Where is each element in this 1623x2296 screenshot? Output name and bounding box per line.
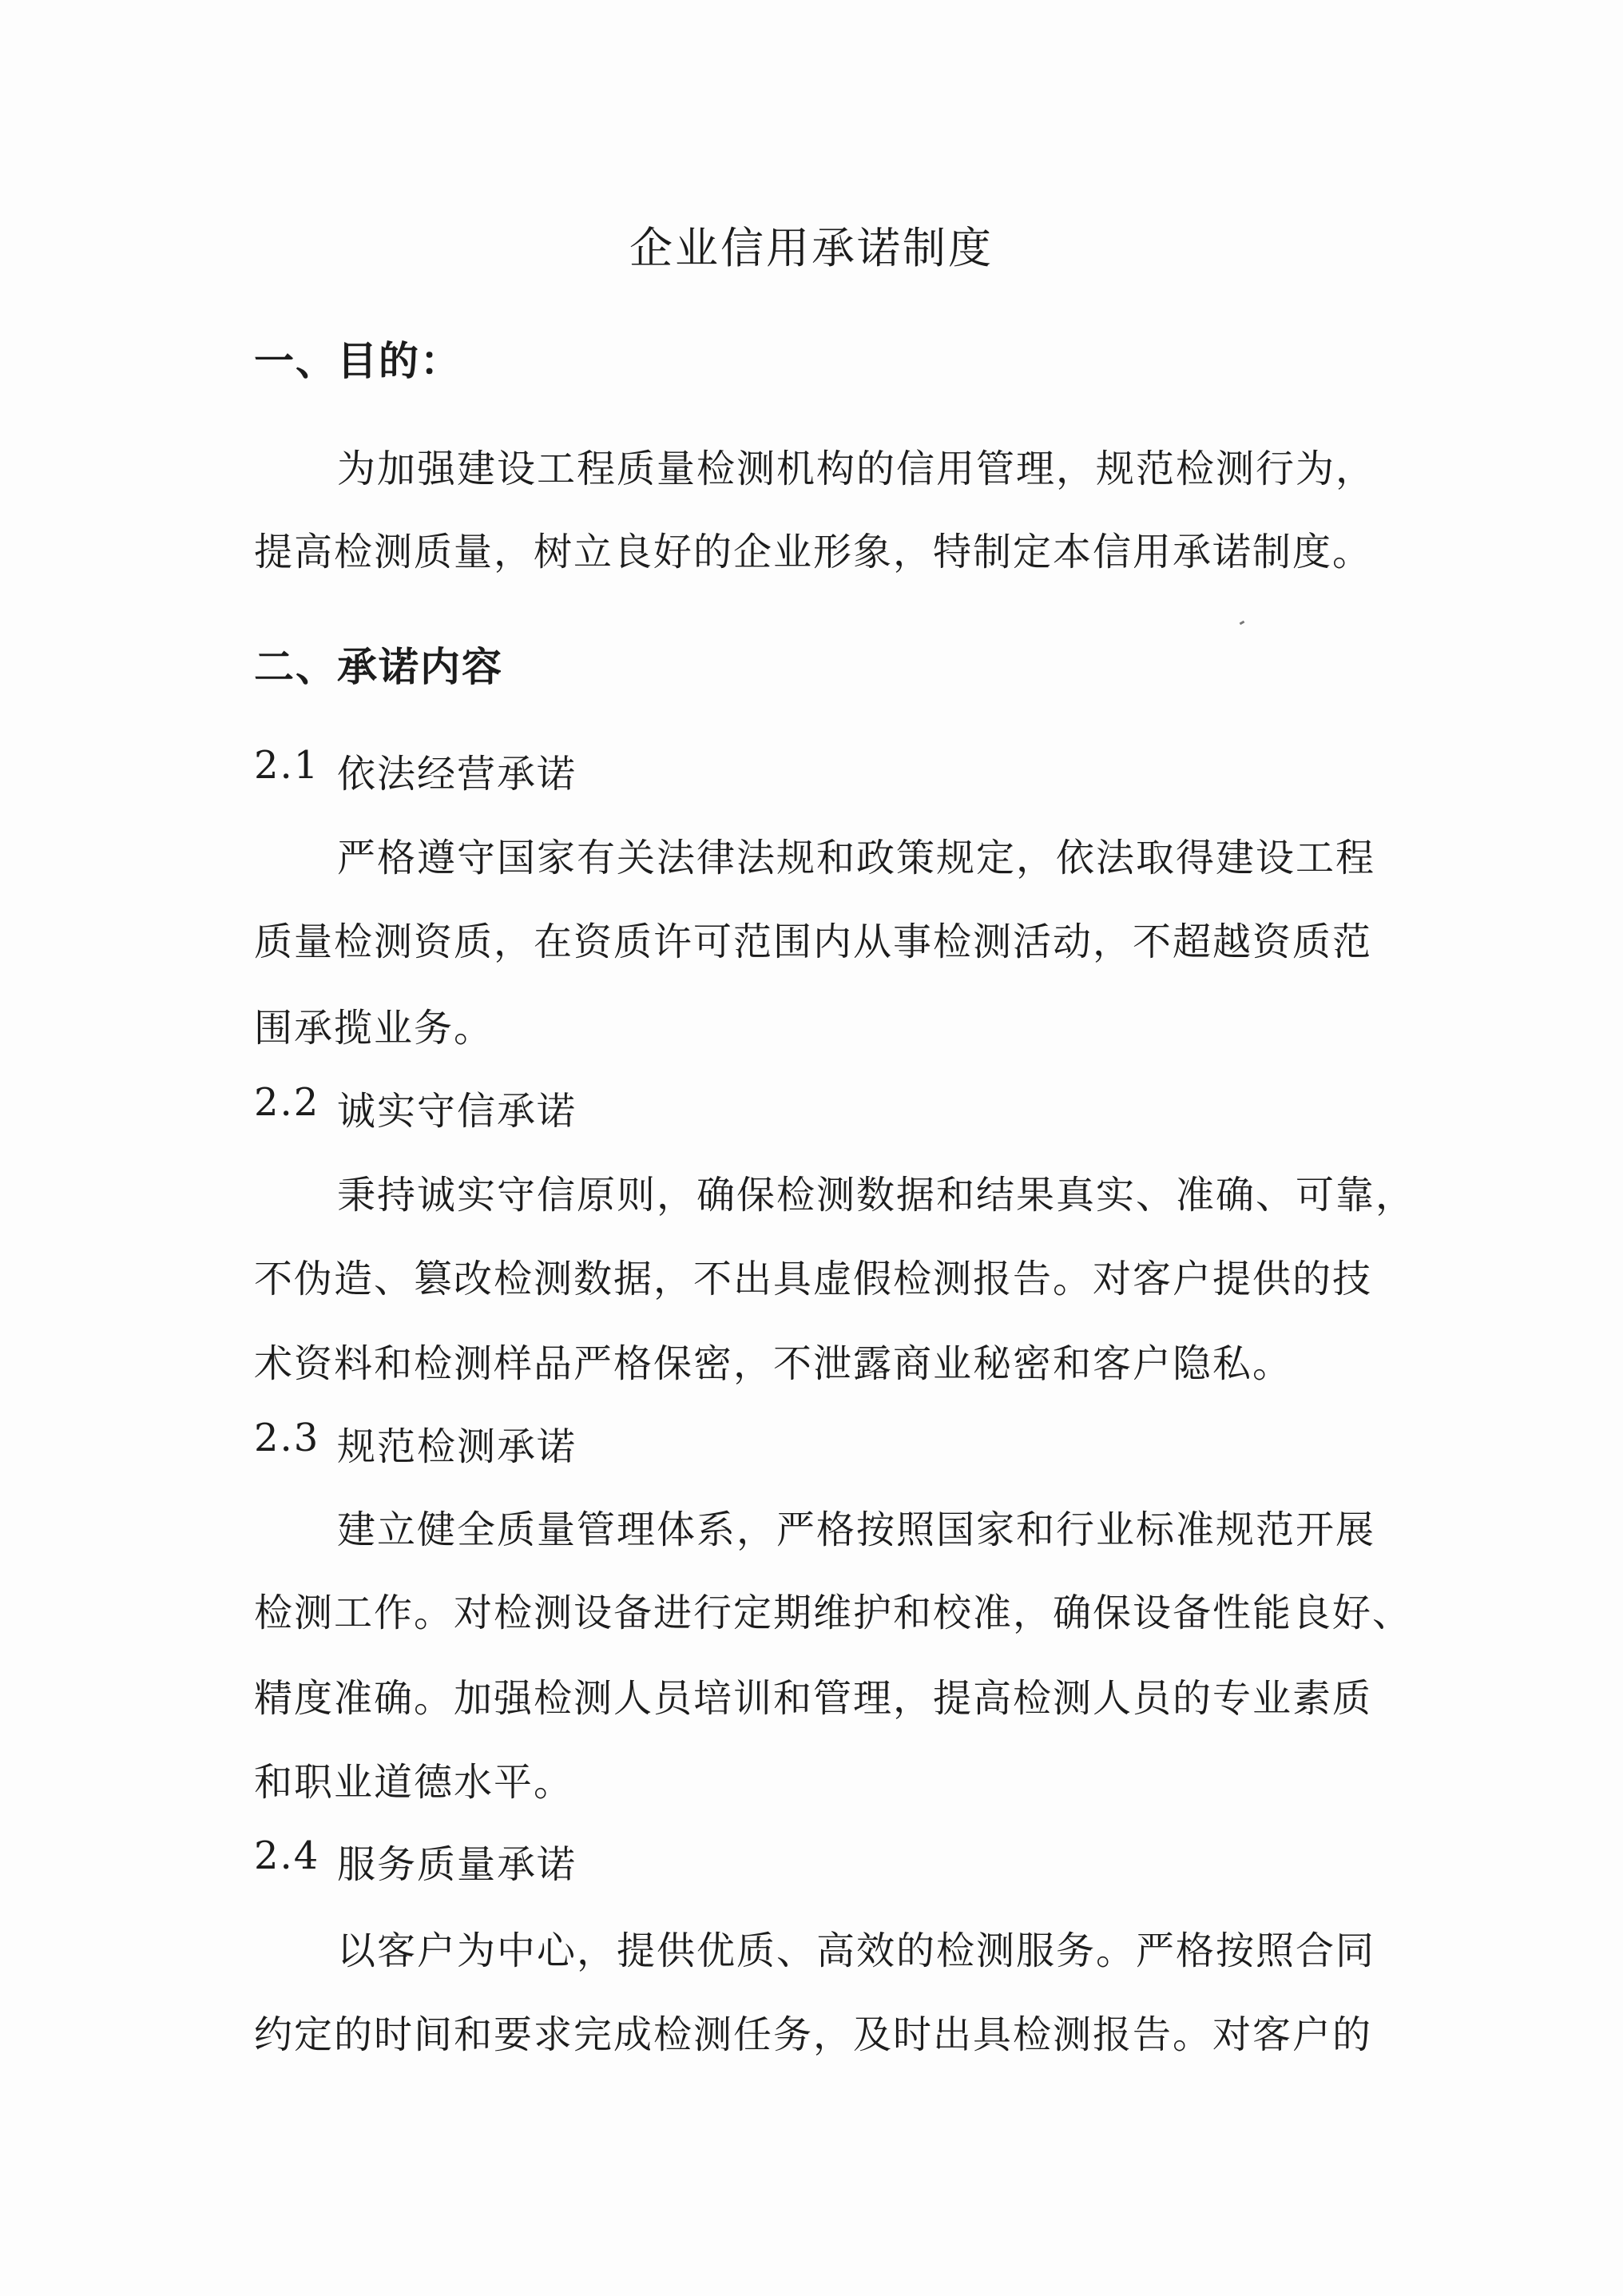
paragraph-line: 以客户为中心，提供优质、高效的检测服务。严格按照合同 — [337, 1929, 1376, 1973]
paragraph-line: 不伪造、篡改检测数据，不出具虚假检测报告。对客户提供的技 — [254, 1257, 1373, 1301]
paragraph-line: 约定的时间和要求完成检测任务，及时出具检测报告。对客户的 — [254, 2012, 1373, 2057]
paragraph-line: 精度准确。加强检测人员培训和管理，提高检测人员的专业素质 — [254, 1676, 1373, 1721]
paragraph-line: 围承揽业务。 — [254, 1006, 494, 1051]
subsection-title: 依法经营承诺 — [337, 752, 577, 796]
paragraph-line: 术资料和检测样品严格保密，不泄露商业秘密和客户隐私。 — [254, 1341, 1293, 1386]
subsection-number: 2.2 — [254, 1080, 320, 1125]
page-title: 企业信用承诺制度 — [629, 223, 994, 273]
paragraph-line: 提高检测质量，树立良好的企业形象，特制定本信用承诺制度。 — [254, 530, 1373, 574]
subsection-title: 服务质量承诺 — [337, 1842, 577, 1887]
scan-speck — [1240, 621, 1245, 626]
paragraph-line: 严格遵守国家有关法律法规和政策规定，依法取得建设工程 — [337, 836, 1376, 880]
subsection-number: 2.1 — [254, 743, 320, 788]
paragraph-line: 质量检测资质，在资质许可范围内从事检测活动，不超越资质范 — [254, 920, 1373, 964]
subsection-title: 诚实守信承诺 — [337, 1089, 577, 1134]
paragraph-line: 为加强建设工程质量检测机构的信用管理，规范检测行为， — [337, 447, 1376, 491]
paragraph-line: 和职业道德水平。 — [254, 1760, 574, 1805]
subsection-number: 2.4 — [254, 1833, 320, 1878]
paragraph-line: 建立健全质量管理体系，严格按照国家和行业标准规范开展 — [337, 1507, 1376, 1552]
section-heading-purpose: 一、目的： — [254, 338, 462, 384]
subsection-number: 2.3 — [254, 1416, 320, 1460]
paragraph-line: 检测工作。对检测设备进行定期维护和校准，确保设备性能良好、 — [254, 1591, 1413, 1635]
subsection-title: 规范检测承诺 — [337, 1424, 577, 1469]
paragraph-line: 秉持诚实守信原则，确保检测数据和结果真实、准确、可靠， — [337, 1173, 1416, 1218]
section-heading-commitments: 二、承诺内容 — [254, 644, 503, 690]
